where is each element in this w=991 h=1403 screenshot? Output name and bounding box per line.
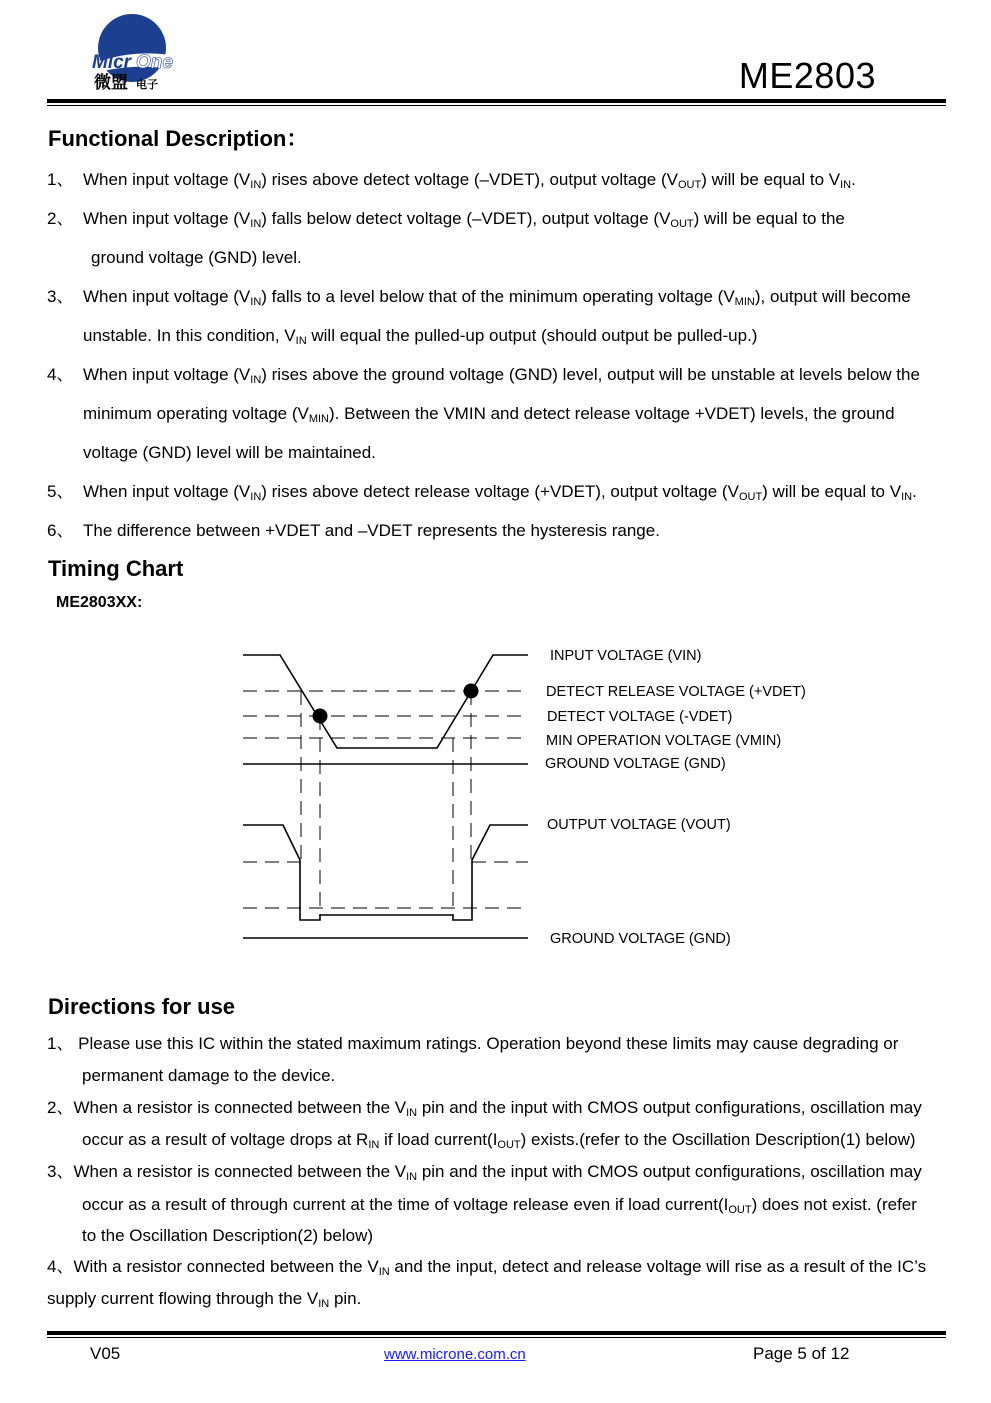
text-line: occur as a result of through current at the time of voltage release even if load current(IOUT ) does not exist. (refer — [82, 1195, 917, 1220]
list-number: 4、 — [47, 365, 74, 384]
text-line: to the Oscillation Description(2) below) — [82, 1226, 374, 1245]
text-line: 3、When a resistor is connected between the VIN pin and the input with CMOS output configurations, oscillation may — [47, 1162, 922, 1187]
label-min-operation: MIN OPERATION VOLTAGE (VMIN) — [546, 733, 782, 749]
label-detect-release: DETECT RELEASE VOLTAGE (+VDET) — [546, 684, 806, 700]
svg-text:One: One — [136, 52, 173, 73]
directions-title: Directions for use — [48, 994, 236, 1019]
subscript — [406, 1171, 417, 1183]
subscript — [379, 1266, 390, 1278]
svg-text:电子: 电子 — [136, 78, 158, 91]
text-line: voltage (GND) level will be maintained. — [83, 443, 376, 462]
list-number: 2、 — [47, 209, 74, 228]
text-line: unstable. In this condition, VIN will equal the pulled-up output (should output be pulled-up.) — [83, 326, 757, 351]
text-line: When input voltage (VIN ) falls below detect voltage (–VDET), output voltage (VOUT ) will be equal to the — [83, 209, 845, 234]
footer-version: V05 — [90, 1344, 121, 1363]
label-output-voltage: OUTPUT VOLTAGE (VOUT) — [547, 817, 731, 833]
text-line: 4、With a resistor connected between the VIN and the input, detect and release voltage will rise as a result of the IC’s — [47, 1257, 926, 1282]
svg-text:微盟: 微盟 — [94, 73, 128, 92]
text-line: When input voltage (VIN ) rises above the ground voltage (GND) level, output will be unstable at levels below the — [83, 365, 920, 390]
text-line: supply current flowing through the VIN pin. — [47, 1289, 361, 1314]
output-voltage-waveform — [243, 825, 528, 920]
footer-rule-thin — [47, 1337, 946, 1338]
label-ground-top: GROUND VOLTAGE (GND) — [545, 756, 726, 772]
list-number: 5、 — [47, 482, 74, 501]
svg-text:Micr: Micr — [92, 52, 132, 73]
text-line: permanent damage to the device. — [82, 1066, 336, 1085]
text-line: When input voltage (VIN ) rises above detect release voltage (+VDET), output voltage (VOUT ) will be equal to VIN . — [83, 482, 917, 507]
functional-title: Functional Description： — [48, 126, 309, 151]
list-number: 1、 — [47, 170, 74, 189]
timing-title: Timing Chart — [48, 556, 184, 581]
footer-page-number: Page 5 of 12 — [753, 1344, 850, 1363]
text-line: 2、When a resistor is connected between the VIN pin and the input with CMOS output configurations, oscillation may — [47, 1098, 922, 1123]
timing-subtitle: ME2803XX: — [56, 594, 143, 611]
text-line: When input voltage (VIN ) falls to a level below that of the minimum operating voltage (VMIN ), output will become — [83, 287, 911, 312]
label-ground-bottom: GROUND VOLTAGE (GND) — [550, 931, 731, 947]
text-line: ground voltage (GND) level. — [91, 248, 302, 267]
label-input-voltage: INPUT VOLTAGE (VIN) — [550, 648, 702, 664]
subscript — [368, 1139, 379, 1151]
label-detect: DETECT VOLTAGE (-VDET) — [547, 709, 733, 725]
text-line: occur as a result of voltage drops at RIN if load current(IOUT ) exists.(refer to the Oscillation Description(1) below) — [82, 1130, 916, 1155]
subscript — [728, 1204, 751, 1216]
part-number: ME2803 — [738, 55, 876, 96]
list-number: 6、 — [47, 521, 74, 540]
subscript — [406, 1107, 417, 1119]
input-voltage-waveform — [243, 655, 528, 748]
text-line: When input voltage (VIN ) rises above detect voltage (–VDET), output voltage (VOUT ) will be equal to VIN . — [83, 170, 856, 195]
footer-website-link[interactable]: www.microne.com.cn — [384, 1346, 526, 1363]
footer-rule — [47, 1331, 946, 1335]
subscript — [497, 1139, 520, 1151]
text-line: 1、 Please use this IC within the stated maximum ratings. Operation beyond these limits may cause degrading or — [47, 1034, 899, 1053]
release-point — [464, 684, 479, 699]
list-number: 3、 — [47, 287, 74, 306]
detect-point — [313, 709, 328, 724]
subscript — [318, 1298, 329, 1310]
text-line: The difference between +VDET and –VDET represents the hysteresis range. — [83, 521, 660, 540]
text-line: minimum operating voltage (VMIN ). Between the VMIN and detect release voltage +VDET) levels, the ground — [83, 404, 895, 429]
